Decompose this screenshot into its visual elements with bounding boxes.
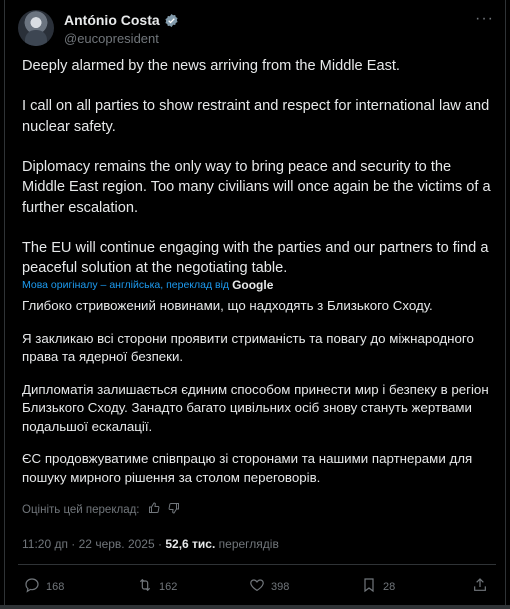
like-count: 398 <box>271 580 290 593</box>
author-handle[interactable]: @eucopresident <box>64 31 159 46</box>
share-button[interactable] <box>472 577 488 596</box>
repost-count: 162 <box>159 580 178 593</box>
tweet-paragraph: Deeply alarmed by the news arriving from the Middle East. <box>22 58 400 74</box>
timestamp[interactable]: 11:20 дп · 22 черв. 2025 · <box>22 537 162 551</box>
like-icon <box>249 577 265 596</box>
more-options-icon[interactable]: ··· <box>475 10 494 27</box>
author-block[interactable] <box>64 12 179 46</box>
bookmark-button[interactable] <box>361 577 395 596</box>
tweet-meta <box>22 537 279 551</box>
avatar[interactable] <box>18 10 54 46</box>
tweet-text <box>22 56 494 279</box>
translated-paragraph: Глибоко стривожений новинами, що надходять з Близького Сходу. <box>22 298 433 313</box>
tweet-paragraph: I call on all parties to show restraint and respect for international law and nuclear safety. <box>22 98 490 135</box>
translated-paragraph: Я закликаю всі сторони проявити стриманість та повагу до міжнародного права та ядерної безпеки. <box>22 330 474 364</box>
translation-note-text[interactable]: Мова оригіналу – англійська, переклад від <box>22 279 230 291</box>
action-bar <box>22 577 496 597</box>
views-label: переглядів <box>218 537 279 551</box>
translation-note[interactable] <box>22 278 273 292</box>
views-count: 52,6 тис. <box>165 537 216 551</box>
repost-button[interactable] <box>137 577 177 596</box>
share-icon <box>472 577 488 596</box>
translated-paragraph: ЄС продовжуватиме співпрацю зі сторонами та нашими партнерами для пошуку мирного рішення за столом переговорів. <box>22 451 473 485</box>
scrollbar-track <box>0 605 510 609</box>
reply-button[interactable] <box>24 577 64 596</box>
google-logo: Google <box>232 278 274 292</box>
bookmark-icon <box>361 577 377 596</box>
rate-translation-label: Оцініть цей переклад: <box>22 503 140 516</box>
divider <box>18 564 496 565</box>
author-name[interactable]: António Costa <box>64 12 160 28</box>
tweet-header <box>18 10 496 50</box>
rate-translation <box>22 502 180 517</box>
reply-count: 168 <box>46 580 65 593</box>
thumb-up-icon[interactable] <box>148 502 160 517</box>
repost-icon <box>137 577 153 596</box>
tweet-paragraph: Diplomacy remains the only way to bring peace and security to the Middle East region. Too many civilians will once again be the victims of a further escalation. <box>22 158 491 216</box>
tweet-paragraph: The EU will continue engaging with the parties and our partners to find a peaceful solution at the negotiating table. <box>22 239 489 276</box>
like-button[interactable] <box>249 577 289 596</box>
translated-text <box>22 297 496 501</box>
bookmark-count: 28 <box>383 580 396 593</box>
thumb-down-icon[interactable] <box>168 502 180 517</box>
translated-paragraph: Дипломатія залишається єдиним способом принести мир і безпеку в регіон Близького Сходу. Занадто багато цивільних осіб знову стануть жертвами подальшої ескалації. <box>22 381 489 434</box>
verified-badge-icon <box>164 13 179 28</box>
reply-icon <box>24 577 40 596</box>
